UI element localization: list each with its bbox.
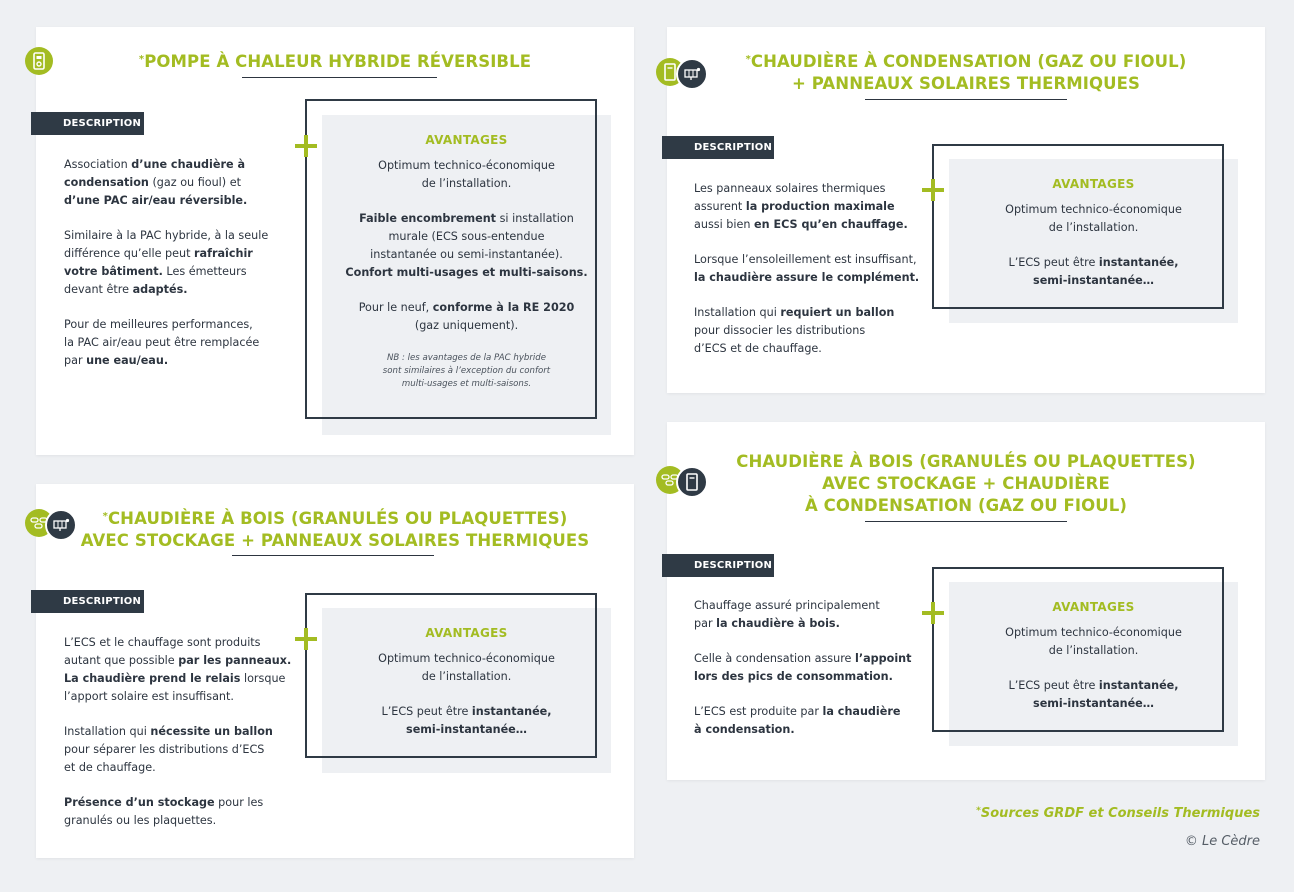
card-chaudiere-bois-condensation (667, 422, 1265, 780)
description-label: DESCRIPTION (662, 554, 774, 577)
description-text: Les panneaux solaires thermiques assurent la production maximale aussi bien en ECS qu’en chauffage. Lorsque l’ensoleillement est insuffisant, la chaudière assure le complément. Installation qui requiert un ballon pour dissocier les distributions d’ECS et de chauffage. (694, 182, 920, 355)
advantages-title: AVANTAGES (425, 133, 508, 147)
card-chaudiere-condensation-solaire (667, 27, 1265, 393)
advantages-note: NB : les avantages de la PAC hybride sont similaires à l’exception du confort multi-usages et multi-saisons. (382, 353, 551, 389)
description-label: DESCRIPTION (31, 112, 144, 135)
sources-note: *Sources GRDF et Conseils Thermiques (976, 806, 1260, 821)
card-title: *CHAUDIÈRE À BOIS (GRANULÉS OU PLAQUETTES) AVEC STOCKAGE + PANNEAUX SOLAIRES THERMIQUES (80, 509, 590, 550)
plus-icon (922, 179, 944, 201)
description-text: L’ECS et le chauffage sont produits autant que possible par les panneaux. La chaudière prend le relais lorsque l’apport solaire est insuffisant. Installation qui nécessite un ballon pour séparer les distributions d’ECS et de chauffage. Présence d’un stockage pour les granulés ou les plaquettes. (64, 636, 292, 827)
advantages-text: AVANTAGES Optimum technico-économique de l’installation. L’ECS peut être instantanée, semi-instantanée… (322, 624, 611, 756)
card-title: *CHAUDIÈRE À CONDENSATION (GAZ OU FIOUL) + PANNEAUX SOLAIRES THERMIQUES (745, 52, 1187, 93)
plus-icon (295, 628, 317, 650)
card-chaudiere-bois-solaire (36, 484, 634, 858)
description-label: DESCRIPTION (31, 590, 144, 613)
advantages-title: AVANTAGES (1052, 177, 1135, 191)
description-text: Association d’une chaudière à condensation (gaz ou fioul) et d’une PAC air/eau réversible. Similaire à la PAC hybride, à la seule différence qu’elle peut rafraîchir votre bâtiment. Les émetteurs devant être adaptés. Pour de meilleures performances, la PAC air/eau peut être remplacée par une eau/eau. (64, 158, 269, 367)
title-underline (865, 99, 1067, 100)
title-underline (242, 77, 437, 78)
advantages-title: AVANTAGES (425, 626, 508, 640)
description-label: DESCRIPTION (662, 136, 774, 159)
advantages-title: AVANTAGES (1052, 600, 1135, 614)
card-title: *POMPE À CHALEUR HYBRIDE RÉVERSIBLE (138, 52, 532, 71)
card-pompe-chaleur-hybride (36, 27, 634, 455)
advantages-text: AVANTAGES Optimum technico-économique de l’installation. L’ECS peut être instantanée, semi-instantanée… (949, 175, 1238, 307)
card-title: CHAUDIÈRE À BOIS (GRANULÉS OU PLAQUETTES) AVEC STOCKAGE + CHAUDIÈRE À CONDENSATION (GAZ OU FIOUL) (736, 452, 1196, 515)
plus-icon (922, 602, 944, 624)
advantages-text: AVANTAGES Optimum technico-économique de l’installation. Faible encombrement si installation murale (ECS sous-entendue instantanée ou semi-instantanée). Confort multi-usages et multi-saisons. Pour le neuf, conforme à la RE 2020 (gaz uniquement). NB : les avantages de la PAC hybride sont similaires à l’exception du confort multi-usages et multi-saisons. (322, 131, 611, 391)
advantages-text: AVANTAGES Optimum technico-économique de l’installation. L’ECS peut être instantanée, semi-instantanée… (949, 598, 1238, 730)
plus-icon (295, 135, 317, 157)
title-underline (232, 555, 434, 556)
title-underline (865, 521, 1067, 522)
description-text: Chauffage assuré principalement par la chaudière à bois. Celle à condensation assure l’appoint lors des pics de consommation. L’ECS est produite par la chaudière à condensation. (694, 599, 912, 736)
copyright: © Le Cèdre (1184, 834, 1260, 849)
